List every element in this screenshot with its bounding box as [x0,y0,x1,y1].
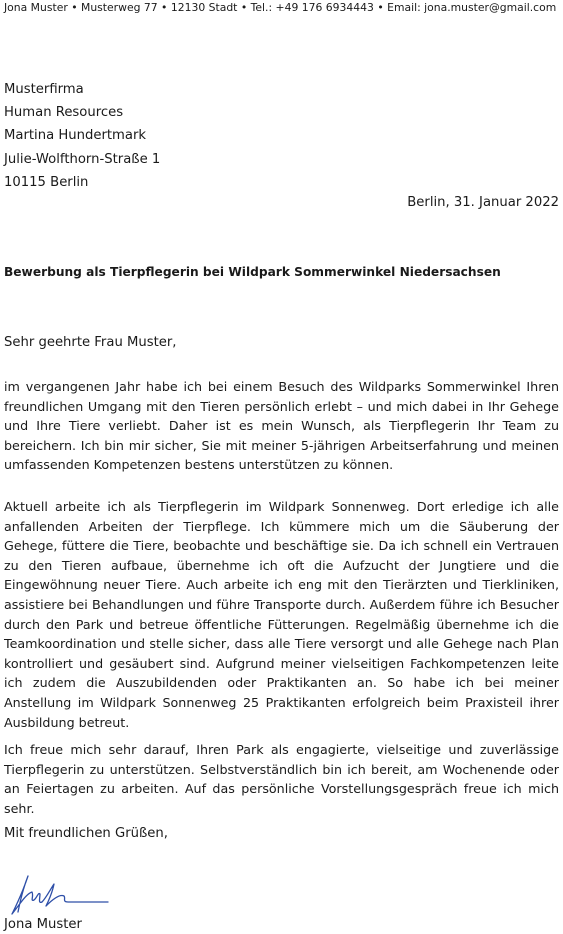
body-paragraph-1: im vergangenen Jahr habe ich bei einem Besuch des Wildparks Sommerwinkel Ihren freundlichen Umgang mit den Tieren persönlich erlebt – und mich dabei in Ihr Gehege und Ihre Tiere verliebt. Daher ist es mein Wunsch, als Tierpflegerin Ihr Team zu bereichern. Ich bin mir sicher, Sie mit meiner 5-jährigen Arbeitserfahrung und meinen umfassenden Kompetenzen bestens unterstützen zu können. [4,379,559,473]
closing-phrase: Mit freundlichen Grüßen, [4,826,168,841]
recipient-city: 10115 Berlin [4,174,89,190]
signature-stroke [12,876,108,914]
recipient-contact: Martina Hundertmark [4,128,147,144]
recipient-address [4,78,160,194]
recipient-company: Musterfirma [4,82,84,97]
handwritten-signature [4,872,114,918]
body-paragraph-3: Ich freue mich sehr darauf, Ihren Park als engagierte, vielseitige und zuverlässige Tierpflegerin zu unterstützen. Selbstverständlich bin ich bereit, am Wochenende oder an Feiertagen zu arbeiten. Auf das persönliche Vorstellungsgespräch freue ich mich sehr. [4,742,559,816]
recipient-street: Julie-Wolfthorn-Straße 1 [4,151,161,167]
signer-name: Jona Muster [4,917,82,932]
body-paragraph-2: Aktuell arbeite ich als Tierpflegerin im Wildpark Sonnenweg. Dort erledige ich alle anfallenden Arbeiten der Tierpflege. Ich kümmere mich um die Säuberung der Gehege, füttere die Tiere, beobachte und beschäftige sie. Da ich schnell ein Vertrauen zu den Tieren aufbaue, übernehme ich oft die Aufzucht der Jungtiere und die Eingewöhnung neuer Tiere. Auch arbeite ich eng mit den Tierärzten und Tierkliniken, assistiere bei Behandlungen und führe Transporte durch. Außerdem führe ich Besucher durch den Park und betreue öffentliche Fütterungen. Regelmäßig übernehme ich die Teamkoordination und stelle sicher, dass alle Tiere versorgt und alle Gehege nach Plan kontrolliert und gesäubert sind. Aufgrund meiner vielseitigen Fachkompetenzen leite ich zudem die Auszubildenden oder Praktikanten an. So habe ich bei meiner Anstellung im Wildpark Sonnenweg 25 Praktikanten erfolgreich beim Praxisteil ihrer Ausbildung betreut. [4,499,559,730]
letter-subject: Bewerbung als Tierpflegerin bei Wildpark Sommerwinkel Niedersachsen [4,265,501,279]
recipient-department: Human Resources [4,105,124,121]
salutation: Sehr geehrte Frau Muster, [4,335,177,350]
sender-contact-line: Jona Muster • Musterweg 77 • 12130 Stadt • Tel.: +49 176 6934443 • Email: jona.muster@gmail.com [4,1,557,14]
letter-date: Berlin, 31. Januar 2022 [407,195,559,210]
